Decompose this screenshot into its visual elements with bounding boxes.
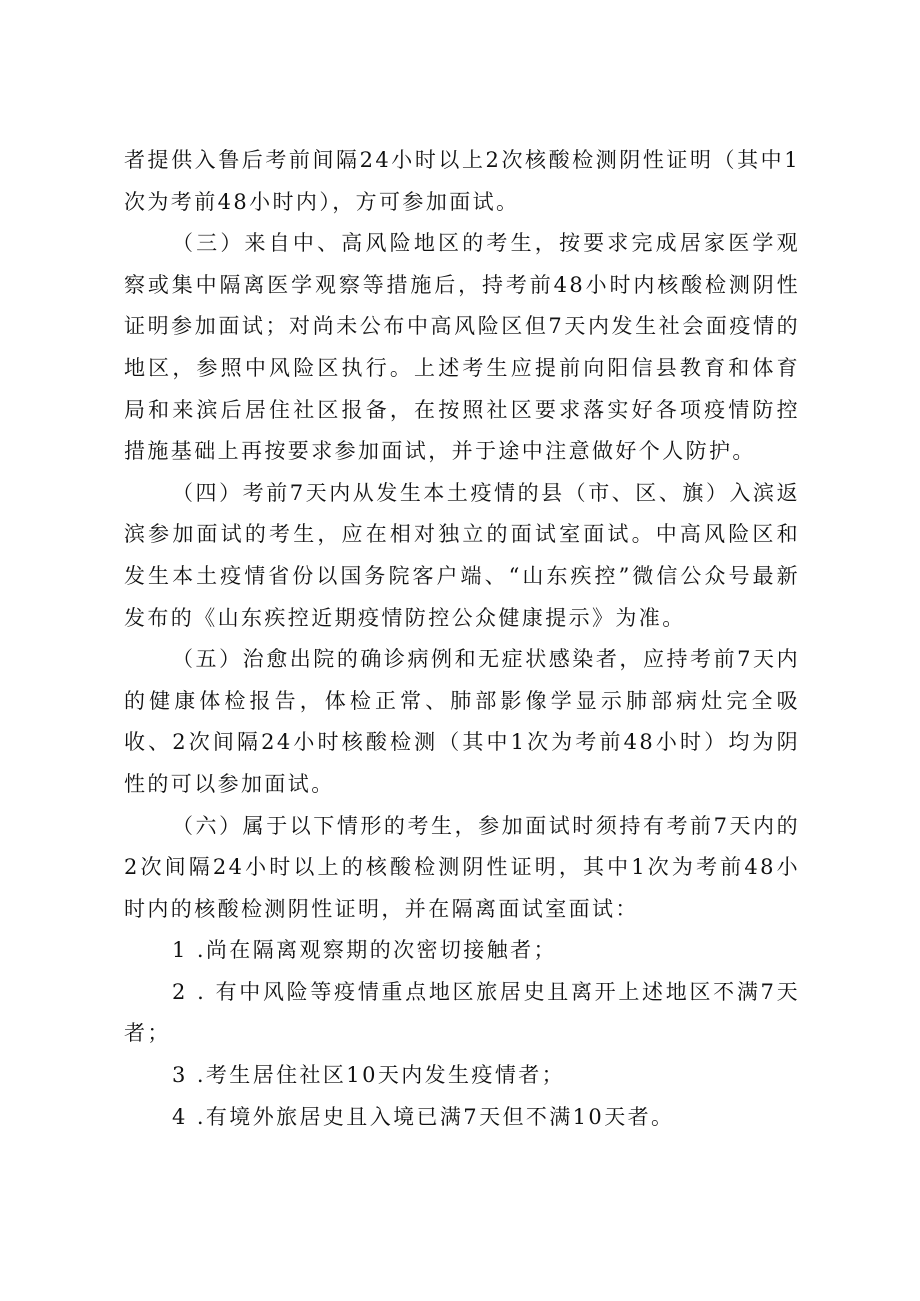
paragraph-section-6: （六）属于以下情形的考生，参加面试时须持有考前7天内的2次间隔24小时以上的核酸检测阴性证明，其中1次为考前48小时内的核酸检测阴性证明，并在隔离面试室面试： xyxy=(124,813,800,921)
list-item-4: 4 .有境外旅居史且入境已满7天但不满10天者。 xyxy=(172,1104,675,1129)
document-body xyxy=(124,140,800,1138)
list-item-3: 3 .考生居住社区10天内发生疫情者； xyxy=(172,1063,566,1088)
paragraph-section-4: （四）考前7天内从发生本土疫情的县（市、区、旗）入滨返滨参加面试的考生，应在相对独立的面试室面试。中高风险区和发生本土疫情省份以国务院客户端、“山东疾控”微信公众号最新发布的《山东疾控近期疫情防控公众健康提示》为准。 xyxy=(124,480,800,630)
list-item-2: 2 . 有中风险等疫情重点地区旅居史且离开上述地区不满7天者； xyxy=(124,979,800,1046)
paragraph-continuation: 者提供入鲁后考前间隔24小时以上2次核酸检测阴性证明（其中1次为考前48小时内），方可参加面试。 xyxy=(124,148,800,214)
paragraph-section-3: （三）来自中、高风险地区的考生，按要求完成居家医学观察或集中隔离医学观察等措施后，持考前48小时内核酸检测阴性证明参加面试；对尚未公布中高风险区但7天内发生社会面疫情的地区，参照中风险区执行。上述考生应提前向阳信县教育和体育局和来滨后居住社区报备，在按照社区要求落实好各项疫情防控措施基础上再按要求参加面试，并于途中注意做好个人防护。 xyxy=(124,231,800,464)
paragraph-section-5: （五）治愈出院的确诊病例和无症状感染者，应持考前7天内的健康体检报告，体检正常、肺部影像学显示肺部病灶完全吸收、2次间隔24小时核酸检测（其中1次为考前48小时）均为阴性的可以参加面试。 xyxy=(124,647,800,796)
list-item-1: 1 .尚在隔离观察期的次密切接触者； xyxy=(172,938,557,963)
